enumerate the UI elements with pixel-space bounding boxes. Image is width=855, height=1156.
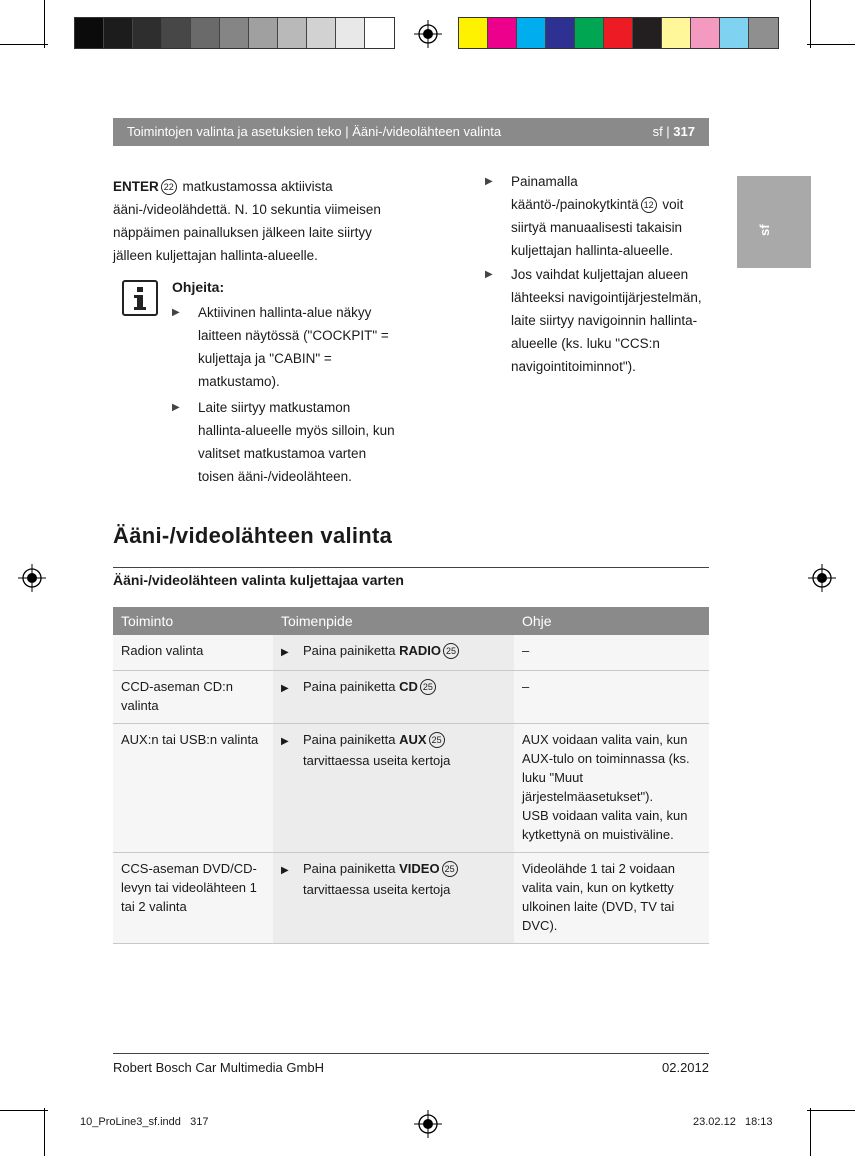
slug-timestamp: 23.02.12 18:13 [693,1116,773,1128]
color-swatch [662,18,691,48]
color-swatch [307,18,336,48]
color-swatch [604,18,633,48]
action-text: Paina painiketta [303,643,396,658]
enter-key-label: ENTER [113,179,159,194]
note-cell: – [514,635,709,671]
registration-mark-icon [414,1110,442,1138]
control-number: 25 [443,643,459,659]
instruction-text: Jos vaihdat kuljettajan alueen lähteeksi navigointijärjestelmän, laite siirtyy navigoinnin hallinta-alueelle (ks. luku "CCS:n navigointitoiminnot"). [511,267,702,374]
table-header-row [113,607,709,635]
color-swatch [191,18,220,48]
page-number-value: 317 [673,124,695,139]
color-swatch [278,18,307,48]
registration-mark-icon [18,564,46,592]
note-item [172,396,400,488]
info-icon [122,280,158,316]
control-number: 25 [442,861,458,877]
header-title: Toimintojen valinta ja asetuksien teko | Ääni-/videolähteen valinta [127,124,502,139]
page-number [653,124,695,139]
footer-company: Robert Bosch Car Multimedia GmbH [113,1060,324,1075]
registration-mark-icon [414,20,442,48]
table-row [113,635,709,671]
function-cell: CCD-aseman CD:n valinta [113,671,273,724]
crop-mark [807,44,855,45]
color-swatch [488,18,517,48]
bullet-triangle-icon: ▶ [485,269,493,280]
note-cell: Videolähde 1 tai 2 voidaan valita vain, kun on kytketty ulkoinen laite (DVD, TV tai DVC). [514,853,709,944]
color-swatch [133,18,162,48]
footer-date: 02.2012 [662,1060,709,1075]
running-header [113,118,709,146]
control-number: 22 [161,179,177,195]
color-swatch [691,18,720,48]
color-swatch [633,18,662,48]
footer-divider [113,1053,709,1054]
table-row [113,671,709,724]
bullet-triangle-icon: ▶ [172,307,180,318]
registration-mark-icon [808,564,836,592]
gray-color-bar [74,17,395,49]
key-label: VIDEO [399,861,440,876]
color-swatch [365,18,394,48]
intro-paragraph [113,175,398,267]
table-row [113,724,709,853]
action-extra: tarvittaessa useita kertoja [303,882,451,897]
right-column [485,170,705,378]
color-swatch [546,18,575,48]
notes-heading: Ohjeita: [172,279,225,295]
color-swatch [459,18,488,48]
action-text: Paina painiketta [303,679,396,694]
key-label: RADIO [399,643,442,658]
crop-mark [810,0,811,48]
key-label: AUX [399,732,427,747]
intro-text: matkustamossa aktiivista ääni-/videolähdettä. N. 10 sekuntia viimeisen näppäimen painalluksen jälkeen laite siirtyy jälleen kuljettajan hallinta-alueelle. [113,179,381,263]
instruction-item [485,263,705,378]
action-cell [273,635,514,671]
note-cell: – [514,671,709,724]
color-swatch [517,18,546,48]
function-cell: AUX:n tai USB:n valinta [113,724,273,853]
action-cell [273,671,514,724]
control-number: 25 [429,732,445,748]
crop-mark [44,1108,45,1156]
color-swatch [336,18,365,48]
crop-mark [810,1108,811,1156]
slug-filename: 10_ProLine3_sf.indd 317 [80,1116,209,1128]
language-side-tab [737,176,811,268]
note-text: USB voidaan valita vain, kun kytkettynä on muistiväline. [522,808,688,842]
control-number: 12 [641,197,657,213]
instruction-item [485,170,705,262]
note-item [172,301,400,393]
note-cell [514,724,709,853]
bullet-triangle-icon: ▶ [172,402,180,413]
column-header: Ohje [514,607,709,635]
color-swatch [720,18,749,48]
arrow-icon: ▶ [281,647,289,658]
side-tab-label: sf [757,224,772,236]
crop-mark [0,1110,48,1111]
color-swatch [75,18,104,48]
instruction-text: voit siirtyä manuaalisesti takaisin kuljettajan hallinta-alueelle. [511,197,684,258]
color-swatch [749,18,778,48]
color-swatch [575,18,604,48]
action-text: Paina painiketta [303,732,396,747]
divider [113,567,709,568]
color-swatch [104,18,133,48]
column-header: Toiminto [113,607,273,635]
function-cell: Radion valinta [113,635,273,671]
arrow-icon: ▶ [281,683,289,694]
color-swatch [249,18,278,48]
notes-block [172,276,400,488]
arrow-icon: ▶ [281,865,289,876]
language-code: sf | [652,124,674,139]
note-text: Aktiivinen hallinta-alue näkyy laitteen näytössä ("COCKPIT" = kuljettaja ja "CABIN" = matkustamo). [198,305,389,389]
action-cell [273,853,514,944]
control-number: 25 [420,679,436,695]
action-cell [273,724,514,853]
note-text: Laite siirtyy matkustamon hallinta-alueelle myös silloin, kun valitset matkustamoa varten toisen ääni-/videolähteen. [198,400,395,484]
note-text: AUX voidaan valita vain, kun AUX-tulo on toiminnassa (ks. luku "Muut järjestelmäasetukset"). [522,732,690,804]
crop-mark [807,1110,855,1111]
column-header: Toimenpide [273,607,514,635]
arrow-icon: ▶ [281,736,289,747]
key-label: CD [399,679,418,694]
instruction-text: Painamalla kääntö-/painokytkintä [511,174,639,212]
action-text: Paina painiketta [303,861,396,876]
action-extra: tarvittaessa useita kertoja [303,753,451,768]
process-color-bar [458,17,779,49]
function-cell: CCS-aseman DVD/CD-levyn tai videolähteen 1 tai 2 valinta [113,853,273,944]
color-swatch [220,18,249,48]
color-swatch [162,18,191,48]
section-title: Ääni-/videolähteen valinta [113,523,393,548]
crop-mark [0,44,48,45]
section-subtitle: Ääni-/videolähteen valinta kuljettajaa varten [113,572,404,588]
table-row [113,853,709,944]
source-selection-table [113,607,709,944]
bullet-triangle-icon: ▶ [485,176,493,187]
crop-mark [44,0,45,48]
